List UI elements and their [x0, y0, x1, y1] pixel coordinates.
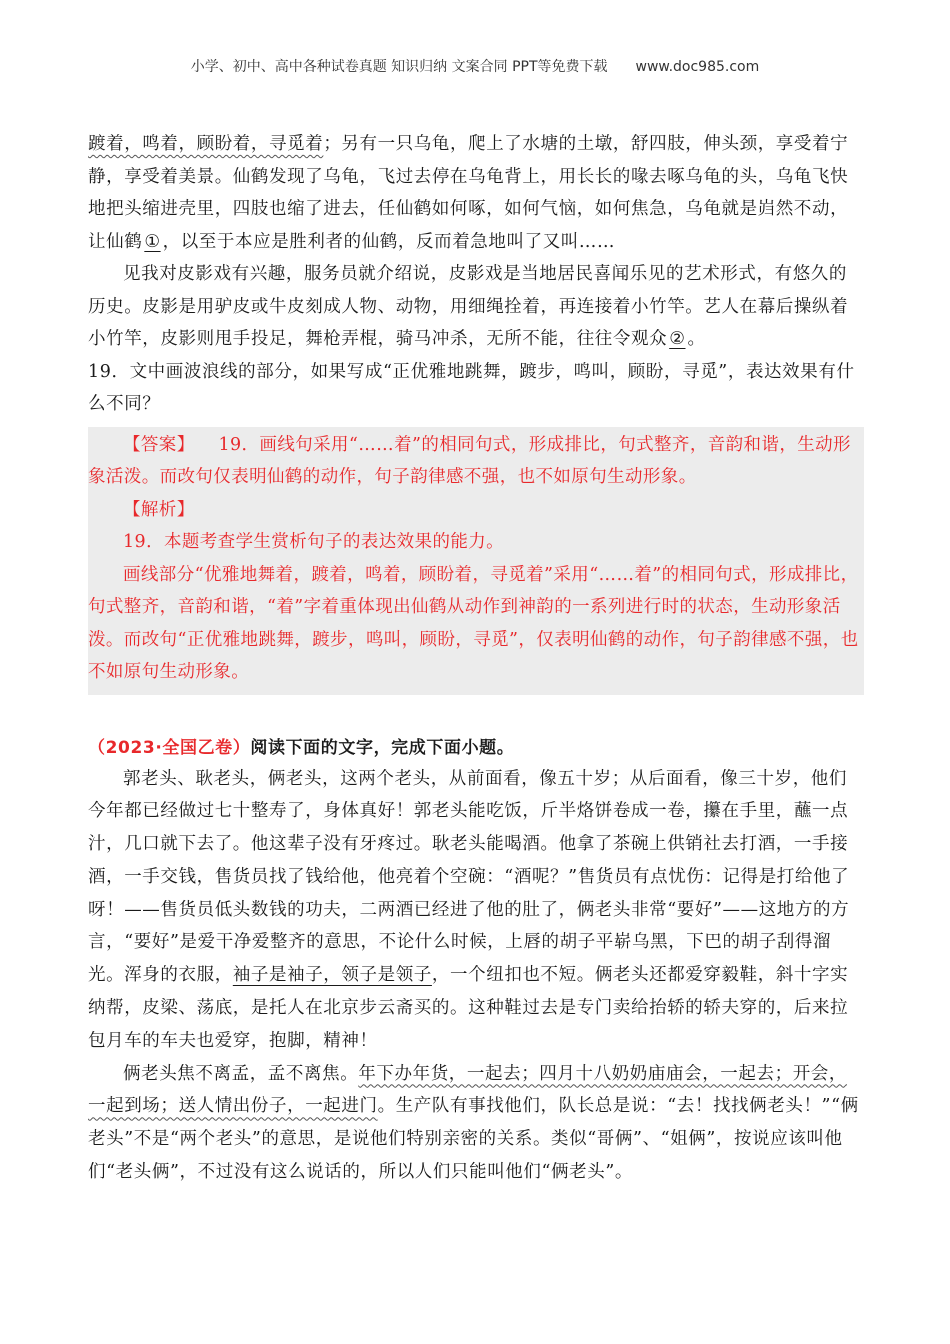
paragraph-text: 见我对皮影戏有兴趣，服务员就介绍说，皮影戏是当地居民喜闻乐见的艺术形式，有悠久的历史。皮影是用驴皮或牛皮刻成人物、动物，用细绳拴着，再连接着小竹竿。艺人在幕后操纵着小竹竿，皮影则甩手投足，舞枪弄棍，骑马冲杀，无所不能，往往令观众: [88, 264, 849, 349]
passage-paragraph-2: [88, 258, 864, 356]
passage-paragraph-1: [88, 128, 864, 258]
instruction: 阅读下面的文字，完成下面小题。: [250, 737, 515, 758]
analysis-label: 【解析】: [123, 499, 195, 520]
analysis-line-2: 画线部分“优雅地舞着，踱着，鸣着，顾盼着，寻觅着”采用“……着”的相同句式，形成排比，句式整齐，音韵和谐，“着”字着重体现出仙鹤从动作到神韵的一系列进行时的状态，生动形象活泼。而改句“正优雅地跳舞，踱步，鸣叫，顾盼，寻觅”，仅表明仙鹤的动作，句子韵律感不强，也不如原句生动形象。: [88, 564, 859, 682]
paragraph-text: 。生产队有事找他们，队长总是说：“去！找找俩老头！”“俩老头”不是“两个老头”的意思，是说他们特别亲密的关系。类似“哥俩”、“姐俩”，按说应该叫他们“老头俩”，不过没有这么说话的，所以人们只能叫他们“俩老头”。: [88, 1096, 859, 1183]
paragraph-text: 郭老头、耿老头，俩老头，这两个老头，从前面看，像五十岁；从后面看，像三十岁，他们今年都已经做过七十整寿了，身体真好！郭老头能吃饭，斤半烙饼卷成一卷，攥在手里，蘸一点汁，几口就下去了。他这辈子没有牙疼过。耿老头能喝酒。他拿了茶碗上供销社去打酒，一手接酒，一手交钱，售货员找了钱给他，他亮着个空碗：“酒呢？”售货员有点忧伤：记得是打给他了呀！——售货员低头数钱的功夫，二两酒已经进了他的肚了，俩老头非常“要好”——这地方的方言，“要好”是爱干净爱整齐的意思，不论什么时候，上唇的胡子平崭乌黑，下巴的胡子刮得溜光。浑身的衣服，: [88, 768, 850, 986]
question-19: 19．文中画波浪线的部分，如果写成“正优雅地跳舞，踱步，鸣叫，顾盼，寻觅”，表达效果有什么不同？: [88, 361, 855, 414]
blank-1: ①: [144, 231, 161, 252]
paragraph-text: ；另有一只乌龟，爬上了水塘的土墩，舒四肢，伸头颈，享受着宁静，享受着美景。仙鹤发现了乌龟，飞过去停在乌龟背上，用长长的喙去啄乌龟的头，乌龟飞快地把头缩进壳里，四肢也缩了进去，任仙鹤如何啄，如何气恼，如何焦急，乌龟就是岿然不动，让仙鹤: [88, 134, 849, 252]
section-heading: [88, 733, 864, 763]
passage2-paragraph-2: [88, 1058, 864, 1189]
page-header: [0, 56, 950, 76]
answer-box: [88, 427, 864, 695]
analysis-line-1: 19．本题考查学生赏析句子的表达效果的能力。: [123, 532, 505, 552]
wavy-underlined-phrase: 年下办年货，一起去；四月十八奶奶庙庙会，一起去；开会，一起到场；送人情出份子，一起进门: [88, 1063, 848, 1117]
header-title: 小学、初中、高中各种试卷真题 知识归纳 文案合同 PPT等免费下载: [190, 59, 608, 75]
paragraph-text: ，以至于本应是胜利者的仙鹤，反而着急地叫了又叫……: [162, 231, 616, 252]
passage2-paragraph-1: [88, 763, 864, 1058]
answer-paragraph: [88, 429, 864, 494]
header-url[interactable]: www.doc985.com: [635, 59, 760, 75]
wavy-underlined-phrase: 踱着，鸣着，顾盼着，寻觅着: [88, 134, 324, 154]
answer-label: 【答案】: [123, 434, 195, 455]
blank-2: ②: [669, 329, 686, 349]
paragraph-text: 。: [687, 329, 706, 349]
reading-passage: [88, 763, 864, 1189]
exam-source: （2023·全国乙卷）: [88, 737, 251, 758]
underlined-phrase: 袖子是袖子，领子是领子: [232, 965, 432, 986]
paragraph-text: 俩老头焦不离孟，孟不离焦。: [123, 1063, 359, 1084]
answer-text: 19．画线句采用“……着”的相同句式，形成排比，句式整齐，音韵和谐，生动形象活泼。而改句仅表明仙鹤的动作，句子韵律感不强，也不如原句生动形象。: [88, 434, 851, 487]
paragraph-text: ，一个纽扣也不短。俩老头还都爱穿毅鞋，斜十字实纳帮，皮梁、荡底，是托人在北京步云斋买的。这种鞋过去是专门卖给抬轿的轿夫穿的，后来拉包月车的车夫也爱穿，抱脚，精神！: [88, 965, 849, 1051]
page-content: [88, 128, 864, 1189]
